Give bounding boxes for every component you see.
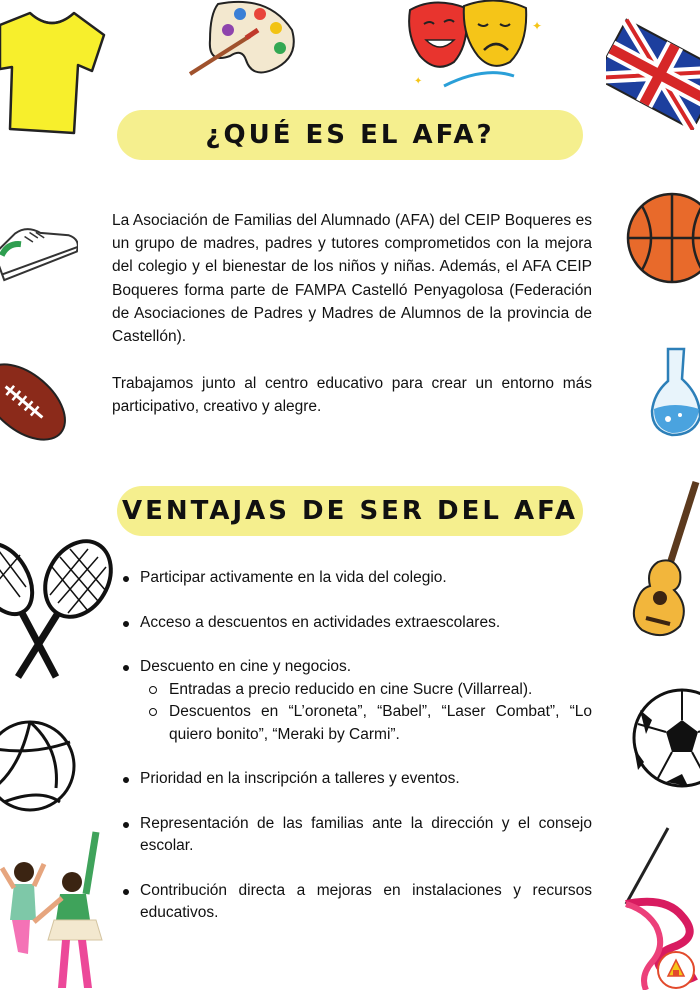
section-title-ventajas: VENTAJAS DE SER DEL AFA: [117, 486, 583, 536]
list-item: [118, 813, 592, 858]
list-item-text: Representación de las familias ante la dirección y el consejo escolar.: [140, 814, 592, 854]
sub-list: [140, 679, 592, 747]
list-item-text: Prioridad en la inscripción a talleres y eventos.: [140, 770, 460, 787]
svg-text:✦: ✦: [414, 76, 423, 87]
palette-icon: [188, 0, 300, 80]
section-title-que-es: ¿QUÉ ES EL AFA?: [117, 110, 583, 160]
list-item: [118, 656, 592, 746]
list-item: [118, 567, 592, 590]
sub-list-item: [140, 679, 592, 702]
theater-masks-icon: [404, 0, 554, 95]
tennis-rackets-icon: [0, 537, 118, 687]
benefits-list: [118, 567, 592, 947]
mission-paragraph: Trabajamos junto al centro educativo para crear un entorno más participativo, creativo y alegre.: [112, 375, 592, 416]
volleyball-icon: [0, 718, 76, 814]
list-item-text: Acceso a descuentos en actividades extraescolares.: [140, 613, 501, 631]
sub-list-item-text: Entradas a precio reducido en cine Sucre (Villarreal).: [169, 680, 533, 698]
flask-icon: [644, 345, 700, 437]
dancers-icon: [0, 828, 108, 996]
sub-list-item: [140, 701, 592, 746]
school-logo-icon: [656, 950, 696, 990]
sneaker-icon: [0, 198, 78, 290]
t-shirt-icon: [0, 5, 110, 140]
list-item-text: Participar activamente en la vida del colegio.: [140, 569, 447, 586]
guitar-icon: [628, 478, 700, 640]
list-item: [118, 768, 592, 791]
list-item-text: Contribución directa a mejoras en instalaciones y recursos educativos.: [140, 881, 592, 921]
soccer-ball-icon: [630, 686, 700, 792]
list-item: [118, 612, 592, 635]
svg-text:✦: ✦: [532, 19, 543, 33]
uk-flag-icon: [606, 10, 700, 130]
basketball-icon: [626, 192, 700, 284]
list-item: [118, 880, 592, 925]
sub-list-item-text: Descuentos en “L’oroneta”, “Babel”, “Laser Combat”, “Lo quiero bonito”, “Meraki by Carmi”.: [169, 703, 592, 743]
rugby-ball-icon: [0, 352, 68, 452]
intro-paragraph: La Asociación de Familias del Alumnado (AFA) del CEIP Boqueres es un grupo de madres, padres y tutores comprometidos con la mejora del colegio y el bienestar de los niños y niñas. Además, el AFA CEIP Boqueres forma parte de FAMPA Castelló Penyagolosa (Federación de Asociaciones de Padres y Madres de Alumnos de la provincia de Castellón).: [112, 212, 592, 346]
list-item-text: Descuento en cine y negocios.: [140, 658, 352, 675]
